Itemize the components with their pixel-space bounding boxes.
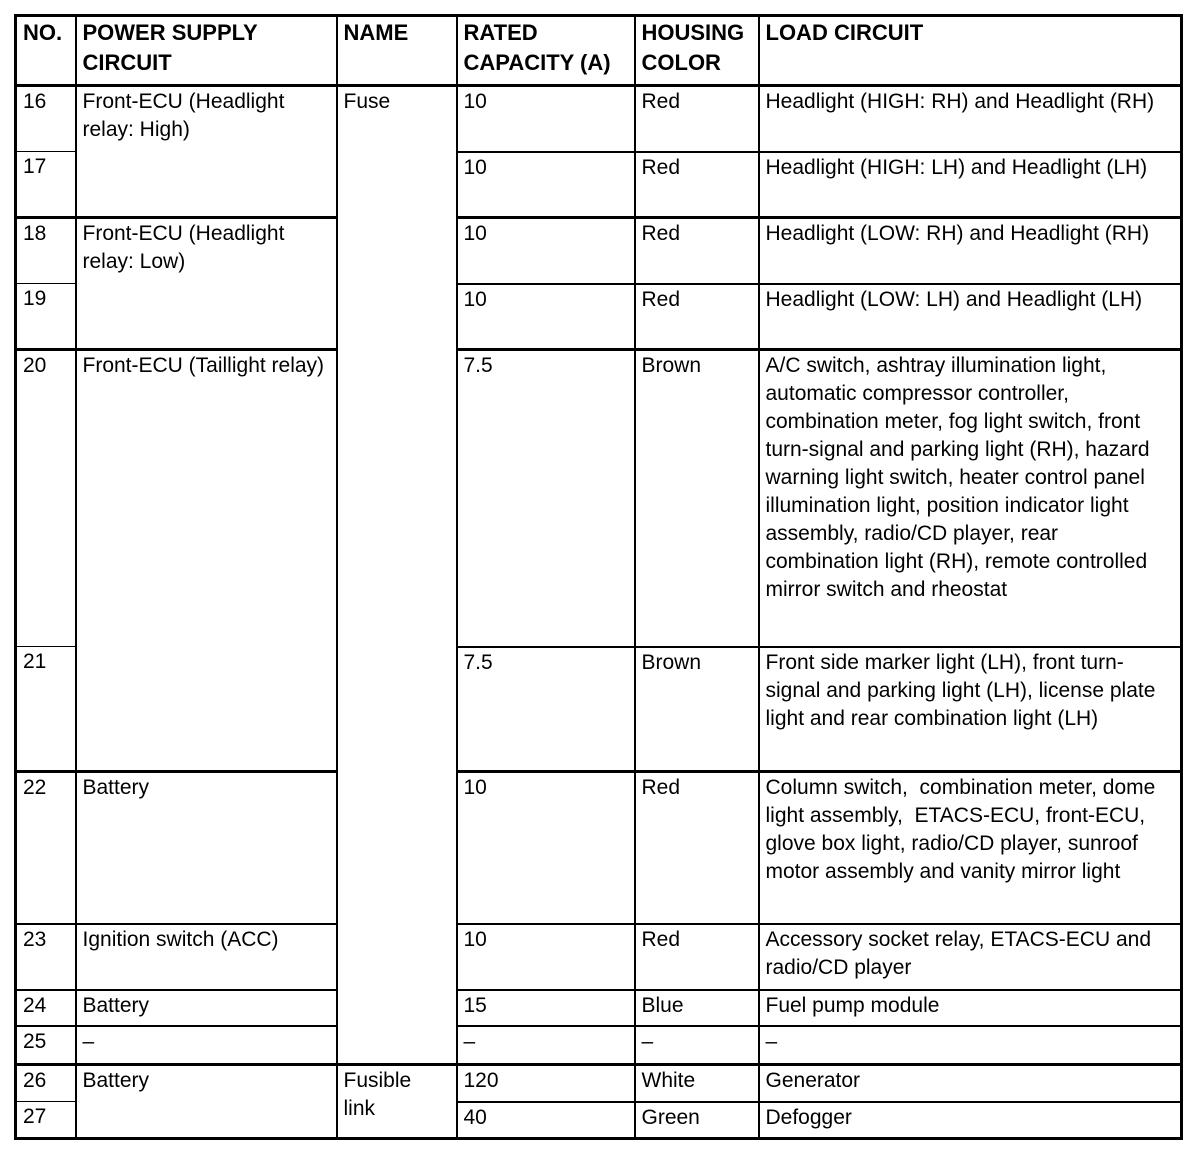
color-cell-26: White bbox=[635, 1065, 759, 1102]
table-row-25 bbox=[16, 1026, 1182, 1065]
header-no: NO. bbox=[16, 16, 76, 86]
header-power-supply-circuit: POWER SUPPLY CIRCUIT bbox=[76, 16, 337, 86]
circuit-cell-18-19: Front-ECU (Headlight relay: Low) bbox=[76, 218, 337, 350]
load-cell-23: Accessory socket relay, ETACS-ECU and radio/CD player bbox=[759, 924, 1182, 990]
table-row-18 bbox=[16, 218, 1182, 284]
no-cell-27: 27 bbox=[16, 1102, 76, 1139]
color-cell-18: Red bbox=[635, 218, 759, 284]
name-cell-fusible-link: Fusible link bbox=[337, 1065, 457, 1139]
load-cell-27: Defogger bbox=[759, 1102, 1182, 1139]
load-cell-16: Headlight (HIGH: RH) and Headlight (RH) bbox=[759, 86, 1182, 152]
table-row-20 bbox=[16, 350, 1182, 647]
load-cell-22: Column switch, combination meter, dome light assembly, ETACS-ECU, front-ECU, glove box light, radio/CD player, sunroof motor assembly and vanity mirror light bbox=[759, 772, 1182, 924]
table-row-23 bbox=[16, 924, 1182, 990]
load-cell-24: Fuel pump module bbox=[759, 990, 1182, 1026]
no-cell-17: 17 bbox=[16, 152, 76, 218]
header-row bbox=[16, 16, 1182, 86]
circuit-cell-23: Ignition switch (ACC) bbox=[76, 924, 337, 990]
capacity-cell-20: 7.5 bbox=[457, 350, 635, 647]
no-cell-26: 26 bbox=[16, 1065, 76, 1102]
header-name: NAME bbox=[337, 16, 457, 86]
color-cell-24: Blue bbox=[635, 990, 759, 1026]
circuit-cell-22: Battery bbox=[76, 772, 337, 924]
table-row-26 bbox=[16, 1065, 1182, 1102]
circuit-cell-25: – bbox=[76, 1026, 337, 1065]
color-cell-21: Brown bbox=[635, 647, 759, 772]
load-cell-21: Front side marker light (LH), front turn-signal and parking light (LH), license plate light and rear combination light (LH) bbox=[759, 647, 1182, 772]
capacity-cell-24: 15 bbox=[457, 990, 635, 1026]
capacity-cell-26: 120 bbox=[457, 1065, 635, 1102]
no-cell-21: 21 bbox=[16, 647, 76, 772]
color-cell-22: Red bbox=[635, 772, 759, 924]
header-rated-capacity: RATED CAPACITY (A) bbox=[457, 16, 635, 86]
no-cell-16: 16 bbox=[16, 86, 76, 152]
no-cell-20: 20 bbox=[16, 350, 76, 647]
header-housing-color: HOUSING COLOR bbox=[635, 16, 759, 86]
no-cell-19: 19 bbox=[16, 284, 76, 350]
load-cell-20: A/C switch, ashtray illumination light, automatic compressor controller, combination meter, fog light switch, front turn-signal and parking light (RH), hazard warning light switch, heater control panel illumination light, position indicator light assembly, radio/CD player, rear combination light (RH), remote controlled mirror switch and rheostat bbox=[759, 350, 1182, 647]
circuit-cell-16-17: Front-ECU (Headlight relay: High) bbox=[76, 86, 337, 218]
no-cell-22: 22 bbox=[16, 772, 76, 924]
table-row-16 bbox=[16, 86, 1182, 152]
capacity-cell-16: 10 bbox=[457, 86, 635, 152]
table-row-24 bbox=[16, 990, 1182, 1026]
no-cell-24: 24 bbox=[16, 990, 76, 1026]
capacity-cell-22: 10 bbox=[457, 772, 635, 924]
no-cell-25: 25 bbox=[16, 1026, 76, 1065]
capacity-cell-19: 10 bbox=[457, 284, 635, 350]
table-row-22 bbox=[16, 772, 1182, 924]
capacity-cell-23: 10 bbox=[457, 924, 635, 990]
load-cell-19: Headlight (LOW: LH) and Headlight (LH) bbox=[759, 284, 1182, 350]
load-cell-26: Generator bbox=[759, 1065, 1182, 1102]
capacity-cell-27: 40 bbox=[457, 1102, 635, 1139]
load-cell-25: – bbox=[759, 1026, 1182, 1065]
capacity-cell-17: 10 bbox=[457, 152, 635, 218]
load-cell-18: Headlight (LOW: RH) and Headlight (RH) bbox=[759, 218, 1182, 284]
capacity-cell-18: 10 bbox=[457, 218, 635, 284]
circuit-cell-26-27: Battery bbox=[76, 1065, 337, 1139]
capacity-cell-25: – bbox=[457, 1026, 635, 1065]
color-cell-20: Brown bbox=[635, 350, 759, 647]
header-load-circuit: LOAD CIRCUIT bbox=[759, 16, 1182, 86]
color-cell-23: Red bbox=[635, 924, 759, 990]
color-cell-16: Red bbox=[635, 86, 759, 152]
no-cell-23: 23 bbox=[16, 924, 76, 990]
color-cell-19: Red bbox=[635, 284, 759, 350]
circuit-cell-20-21: Front-ECU (Taillight relay) bbox=[76, 350, 337, 772]
color-cell-25: – bbox=[635, 1026, 759, 1065]
load-cell-17: Headlight (HIGH: LH) and Headlight (LH) bbox=[759, 152, 1182, 218]
color-cell-17: Red bbox=[635, 152, 759, 218]
capacity-cell-21: 7.5 bbox=[457, 647, 635, 772]
name-cell-fuse: Fuse bbox=[337, 86, 457, 1065]
color-cell-27: Green bbox=[635, 1102, 759, 1139]
no-cell-18: 18 bbox=[16, 218, 76, 284]
fuse-table bbox=[14, 14, 1183, 1140]
circuit-cell-24: Battery bbox=[76, 990, 337, 1026]
